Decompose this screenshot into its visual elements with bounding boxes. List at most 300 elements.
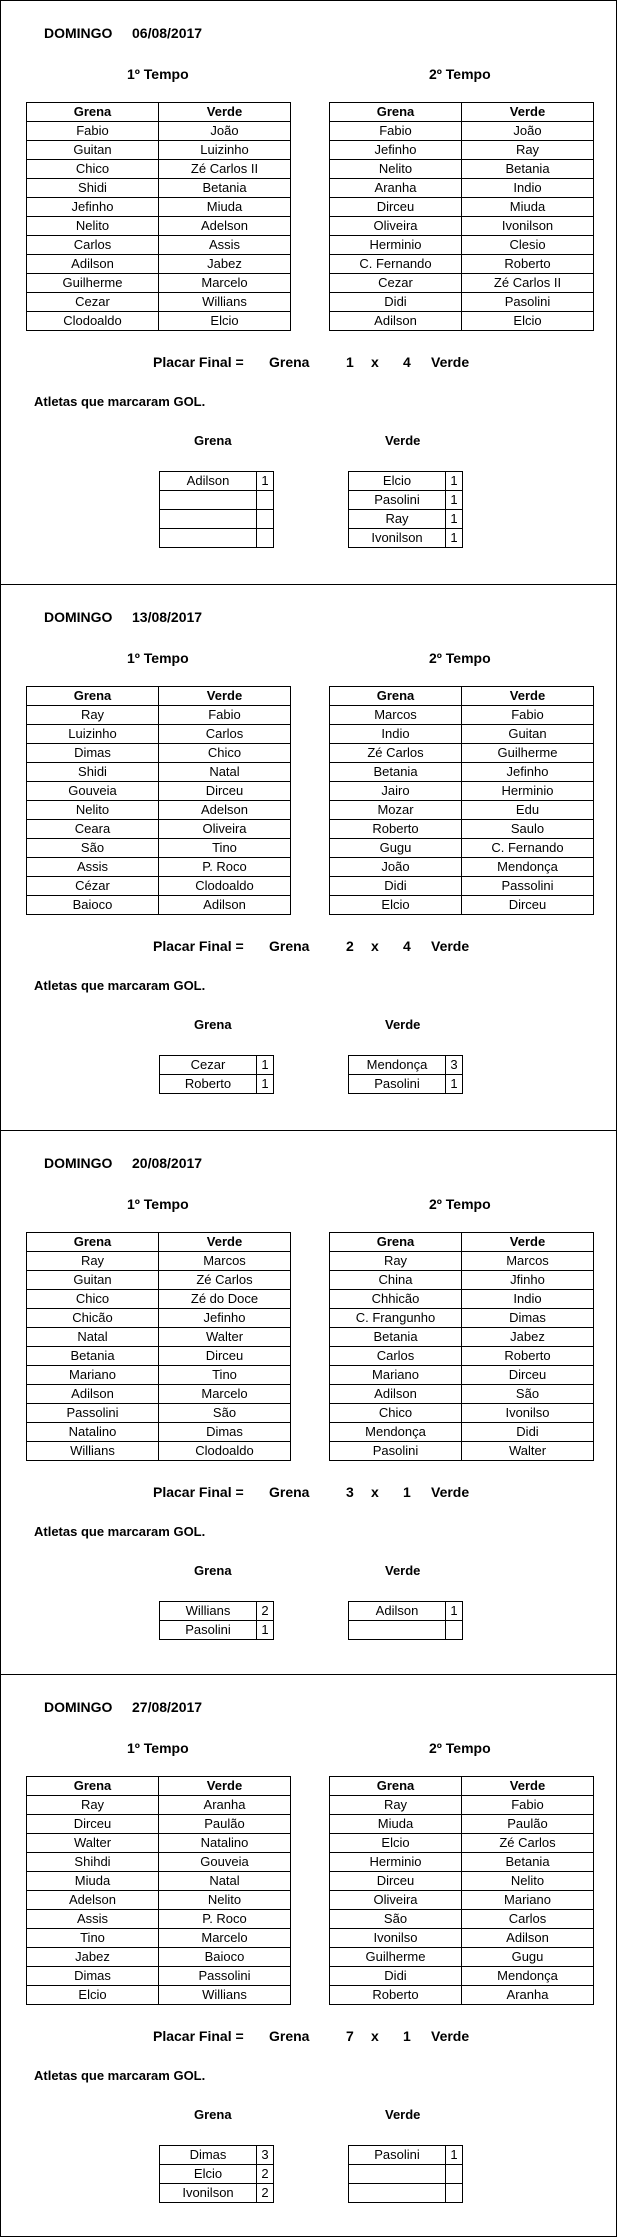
player-verde: Guitan [462,725,594,744]
lineup-row [27,877,291,896]
scorer-row [160,1602,274,1621]
sunday-label: DOMINGO [44,25,113,41]
scorer-goals [257,491,274,510]
player-grena: Gouveia [27,782,159,801]
player-grena: Carlos [27,236,159,255]
game-date: 27/08/2017 [132,1699,203,1715]
player-verde: Adilson [159,896,291,915]
first-half-lineup [26,102,291,331]
player-grena: Passolini [27,1404,159,1423]
player-grena: Shihdi [27,1853,159,1872]
scorers-table-grena [159,2145,274,2203]
player-verde: Fabio [159,706,291,725]
col-header-verde: Verde [462,1777,594,1796]
lineup-row [27,1872,291,1891]
scorer-name [160,529,257,548]
lineup-row [330,1404,594,1423]
scorer-name: Mendonça [349,1056,446,1075]
scorers-header-grena: Grena [194,1563,232,1578]
scorer-row [160,510,274,529]
first-half-title: 1º Tempo [127,66,189,82]
player-grena: Miuda [27,1872,159,1891]
player-grena: Elcio [27,1986,159,2005]
scorer-goals [446,2165,463,2184]
lineup-row [27,1929,291,1948]
player-grena: Jabez [27,1948,159,1967]
lineup-row [27,1328,291,1347]
player-verde: Gugu [462,1948,594,1967]
score-team-verde: Verde [431,2028,470,2044]
player-verde: Tino [159,1366,291,1385]
score-team-grena: Grena [269,2028,310,2044]
player-verde: Miuda [159,198,291,217]
lineup-row [27,1910,291,1929]
lineup-row [27,1423,291,1442]
lineup-row [330,1815,594,1834]
player-verde: Luizinho [159,141,291,160]
player-verde: Fabio [462,1796,594,1815]
player-verde: Marcelo [159,1929,291,1948]
score-x: x [371,1484,379,1500]
player-grena: Ray [330,1252,462,1271]
second-half-lineup [329,686,594,915]
scorer-goals: 1 [257,1056,274,1075]
lineup-row [27,122,291,141]
scorer-row [160,472,274,491]
lineup-header-row [27,687,291,706]
scorer-goals: 1 [446,510,463,529]
lineup-row [27,839,291,858]
scorer-name: Roberto [160,1075,257,1094]
player-verde: Adelson [159,801,291,820]
lineup-row [330,1442,594,1461]
scorer-row [160,1056,274,1075]
col-header-verde: Verde [462,103,594,122]
lineup-row [27,141,291,160]
lineup-row [330,1290,594,1309]
scorer-name [349,1621,446,1640]
player-verde: Dirceu [159,1347,291,1366]
scorer-name: Pasolini [349,2146,446,2165]
game-date: 20/08/2017 [132,1155,203,1171]
scorer-row [349,491,463,510]
scorers-header-verde: Verde [385,1563,421,1578]
scorers-title: Atletas que marcaram GOL. [34,978,206,993]
player-grena: Chico [330,1404,462,1423]
lineup-row [330,1796,594,1815]
player-grena: China [330,1271,462,1290]
scorers-header-verde: Verde [385,2107,421,2122]
col-header-grena: Grena [330,103,462,122]
player-verde: Marcos [159,1252,291,1271]
player-grena: Natalino [27,1423,159,1442]
scorer-row [349,1602,463,1621]
scorer-name: Pasolini [160,1621,257,1640]
player-verde: Jabez [159,255,291,274]
sunday-label: DOMINGO [44,609,113,625]
scorer-row [349,2165,463,2184]
first-half-lineup [26,1232,291,1461]
score-x: x [371,354,379,370]
lineup-row [27,763,291,782]
scorers-table-grena [159,471,274,548]
lineup-row [330,782,594,801]
player-verde: Passolini [462,877,594,896]
player-verde: Guilherme [462,744,594,763]
player-grena: Ray [27,1252,159,1271]
player-grena: Chico [27,1290,159,1309]
player-verde: Mendonça [462,1967,594,1986]
lineup-row [27,744,291,763]
second-half-lineup [329,1232,594,1461]
scorers-table-verde [348,2145,463,2203]
scorer-goals [446,2184,463,2203]
lineup-row [330,801,594,820]
scorer-row [160,1621,274,1640]
lineup-row [330,1986,594,2005]
player-grena: Indio [330,725,462,744]
player-verde: Saulo [462,820,594,839]
player-grena: Mariano [330,1366,462,1385]
player-grena: Shidi [27,179,159,198]
player-grena: João [330,858,462,877]
lineup-row [330,1834,594,1853]
player-grena: Cézar [27,877,159,896]
player-grena: Zé Carlos [330,744,462,763]
player-verde: Mariano [462,1891,594,1910]
scorer-row [160,2165,274,2184]
player-verde: Zé Carlos II [462,274,594,293]
player-verde: Mendonça [462,858,594,877]
scorer-name: Adilson [160,472,257,491]
lineup-row [27,1986,291,2005]
player-grena: Adelson [27,1891,159,1910]
scorer-row [349,472,463,491]
scorer-name [160,510,257,529]
score-team-grena: Grena [269,354,310,370]
score-team-grena: Grena [269,938,310,954]
lineup-row [330,122,594,141]
lineup-row [27,236,291,255]
lineup-row [330,839,594,858]
player-grena: Tino [27,1929,159,1948]
scorer-row [349,1056,463,1075]
player-grena: Betania [330,763,462,782]
score-team-verde: Verde [431,354,470,370]
player-verde: Marcelo [159,274,291,293]
score-grena: 3 [346,1484,354,1500]
scorers-header-grena: Grena [194,2107,232,2122]
scorer-row [349,1075,463,1094]
scorer-name [349,2184,446,2203]
scorers-title: Atletas que marcaram GOL. [34,394,206,409]
scorer-name: Cezar [160,1056,257,1075]
lineup-row [330,179,594,198]
lineup-row [330,1252,594,1271]
lineup-row [27,1385,291,1404]
player-grena: Ray [330,1796,462,1815]
player-grena: Mendonça [330,1423,462,1442]
final-score-label: Placar Final = [153,354,244,370]
player-grena: Willians [27,1442,159,1461]
second-half-lineup [329,1776,594,2005]
score-verde: 1 [403,1484,411,1500]
player-grena: Adilson [27,1385,159,1404]
lineup-row [330,160,594,179]
lineup-header-row [330,1233,594,1252]
scorer-row [160,529,274,548]
scorer-row [160,2184,274,2203]
player-grena: Herminio [330,236,462,255]
score-x: x [371,2028,379,2044]
lineup-row [27,179,291,198]
lineup-header-row [330,687,594,706]
scorer-row [349,1621,463,1640]
player-grena: Baioco [27,896,159,915]
lineup-row [27,1347,291,1366]
lineup-row [27,217,291,236]
player-verde: P. Roco [159,858,291,877]
score-verde: 1 [403,2028,411,2044]
player-grena: Adilson [330,1385,462,1404]
lineup-row [330,217,594,236]
player-verde: João [159,122,291,141]
player-verde: Edu [462,801,594,820]
player-verde: Zé do Doce [159,1290,291,1309]
player-grena: Cezar [27,293,159,312]
second-half-title: 2º Tempo [429,650,491,666]
player-grena: Assis [27,1910,159,1929]
scorer-goals [446,1621,463,1640]
scorers-table-verde [348,1055,463,1094]
player-verde: Natal [159,1872,291,1891]
player-verde: Elcio [462,312,594,331]
first-half-lineup [26,1776,291,2005]
scorer-row [349,529,463,548]
second-half-title: 2º Tempo [429,1196,491,1212]
score-team-grena: Grena [269,1484,310,1500]
second-half-lineup [329,102,594,331]
player-verde: Tino [159,839,291,858]
player-verde: Adilson [462,1929,594,1948]
player-verde: Zé Carlos [159,1271,291,1290]
lineup-row [330,1309,594,1328]
lineup-row [330,1328,594,1347]
scorer-goals: 3 [446,1056,463,1075]
lineup-row [27,858,291,877]
score-grena: 1 [346,354,354,370]
lineup-row [330,1366,594,1385]
scorer-name: Elcio [160,2165,257,2184]
player-grena: Carlos [330,1347,462,1366]
player-grena: Dimas [27,1967,159,1986]
scorers-table-grena [159,1601,274,1640]
lineup-row [330,255,594,274]
player-grena: Dimas [27,744,159,763]
lineup-header-row [27,1233,291,1252]
scorer-goals: 1 [446,472,463,491]
scorers-title: Atletas que marcaram GOL. [34,2068,206,2083]
player-verde: Didi [462,1423,594,1442]
lineup-row [330,293,594,312]
lineup-row [27,782,291,801]
lineup-row [27,198,291,217]
player-verde: Indio [462,179,594,198]
player-verde: Adelson [159,217,291,236]
game-section [0,584,617,1131]
first-half-title: 1º Tempo [127,650,189,666]
player-verde: Ivonilso [462,1404,594,1423]
player-verde: Aranha [462,1986,594,2005]
player-grena: C. Frangunho [330,1309,462,1328]
lineup-row [330,858,594,877]
player-grena: Nelito [330,160,462,179]
player-grena: Elcio [330,1834,462,1853]
lineup-row [27,1967,291,1986]
game-section [0,1674,617,2237]
player-verde: Nelito [159,1891,291,1910]
lineup-row [330,1948,594,1967]
player-grena: Aranha [330,179,462,198]
player-verde: Walter [159,1328,291,1347]
player-grena: Mariano [27,1366,159,1385]
scorer-row [160,1075,274,1094]
col-header-grena: Grena [330,687,462,706]
player-verde: Clesio [462,236,594,255]
player-grena: Ray [27,1796,159,1815]
second-half-title: 2º Tempo [429,66,491,82]
lineup-row [330,198,594,217]
col-header-verde: Verde [159,1777,291,1796]
scorer-name: Elcio [349,472,446,491]
col-header-grena: Grena [27,103,159,122]
player-verde: Betania [159,179,291,198]
player-verde: Jefinho [159,1309,291,1328]
player-grena: Natal [27,1328,159,1347]
scorer-name: Pasolini [349,491,446,510]
player-verde: Dimas [462,1309,594,1328]
lineup-row [330,1872,594,1891]
scorer-name: Ivonilson [160,2184,257,2203]
scorers-table-verde [348,471,463,548]
lineup-row [27,1834,291,1853]
lineup-header-row [27,1777,291,1796]
player-grena: Jairo [330,782,462,801]
lineup-row [27,312,291,331]
player-grena: Guitan [27,1271,159,1290]
player-verde: Ivonilson [462,217,594,236]
player-verde: João [462,122,594,141]
lineup-row [330,1423,594,1442]
lineup-row [330,896,594,915]
player-grena: Didi [330,877,462,896]
scorer-goals: 1 [257,1075,274,1094]
player-verde: Dirceu [462,896,594,915]
lineup-row [27,820,291,839]
lineup-row [330,820,594,839]
player-grena: Herminio [330,1853,462,1872]
scorer-goals [257,529,274,548]
player-verde: Paulão [159,1815,291,1834]
lineup-header-row [27,103,291,122]
scorers-title: Atletas que marcaram GOL. [34,1524,206,1539]
player-grena: Roberto [330,820,462,839]
player-verde: Roberto [462,255,594,274]
player-verde: Paulão [462,1815,594,1834]
lineup-row [27,1366,291,1385]
scorer-goals: 1 [446,1602,463,1621]
lineup-row [330,1891,594,1910]
player-grena: Guilherme [27,274,159,293]
lineup-row [27,255,291,274]
player-grena: Oliveira [330,217,462,236]
lineup-row [27,896,291,915]
scorer-name [160,491,257,510]
lineup-row [27,1853,291,1872]
lineup-row [330,1910,594,1929]
scorer-name: Ray [349,510,446,529]
player-verde: Aranha [159,1796,291,1815]
scorer-goals: 2 [257,2165,274,2184]
lineup-row [330,1271,594,1290]
player-verde: Indio [462,1290,594,1309]
player-grena: Guitan [27,141,159,160]
player-verde: Carlos [159,725,291,744]
player-grena: Pasolini [330,1442,462,1461]
player-grena: C. Fernando [330,255,462,274]
player-verde: Natalino [159,1834,291,1853]
lineup-row [27,725,291,744]
player-verde: Passolini [159,1967,291,1986]
col-header-verde: Verde [462,687,594,706]
scorers-header-verde: Verde [385,1017,421,1032]
player-verde: Natal [159,763,291,782]
player-verde: Willians [159,293,291,312]
scorer-goals [257,510,274,529]
lineup-header-row [330,1777,594,1796]
player-grena: Chicão [27,1309,159,1328]
player-verde: Jabez [462,1328,594,1347]
player-grena: Ray [27,706,159,725]
player-verde: Clodoaldo [159,877,291,896]
player-grena: Oliveira [330,1891,462,1910]
score-x: x [371,938,379,954]
scorers-header-grena: Grena [194,1017,232,1032]
player-verde: Gouveia [159,1853,291,1872]
player-verde: Marcelo [159,1385,291,1404]
lineup-row [27,1271,291,1290]
scorer-name: Dimas [160,2146,257,2165]
player-verde: Assis [159,236,291,255]
lineup-row [27,1252,291,1271]
player-grena: Marcos [330,706,462,725]
sunday-label: DOMINGO [44,1699,113,1715]
scorer-name: Willians [160,1602,257,1621]
player-verde: Walter [462,1442,594,1461]
player-verde: C. Fernando [462,839,594,858]
player-grena: Ceara [27,820,159,839]
lineup-row [330,1929,594,1948]
player-verde: Baioco [159,1948,291,1967]
player-grena: Shidi [27,763,159,782]
player-grena: Dirceu [330,198,462,217]
player-grena: Roberto [330,1986,462,2005]
score-verde: 4 [403,938,411,954]
player-verde: Betania [462,160,594,179]
scorer-goals: 3 [257,2146,274,2165]
player-verde: Fabio [462,706,594,725]
second-half-title: 2º Tempo [429,1740,491,1756]
